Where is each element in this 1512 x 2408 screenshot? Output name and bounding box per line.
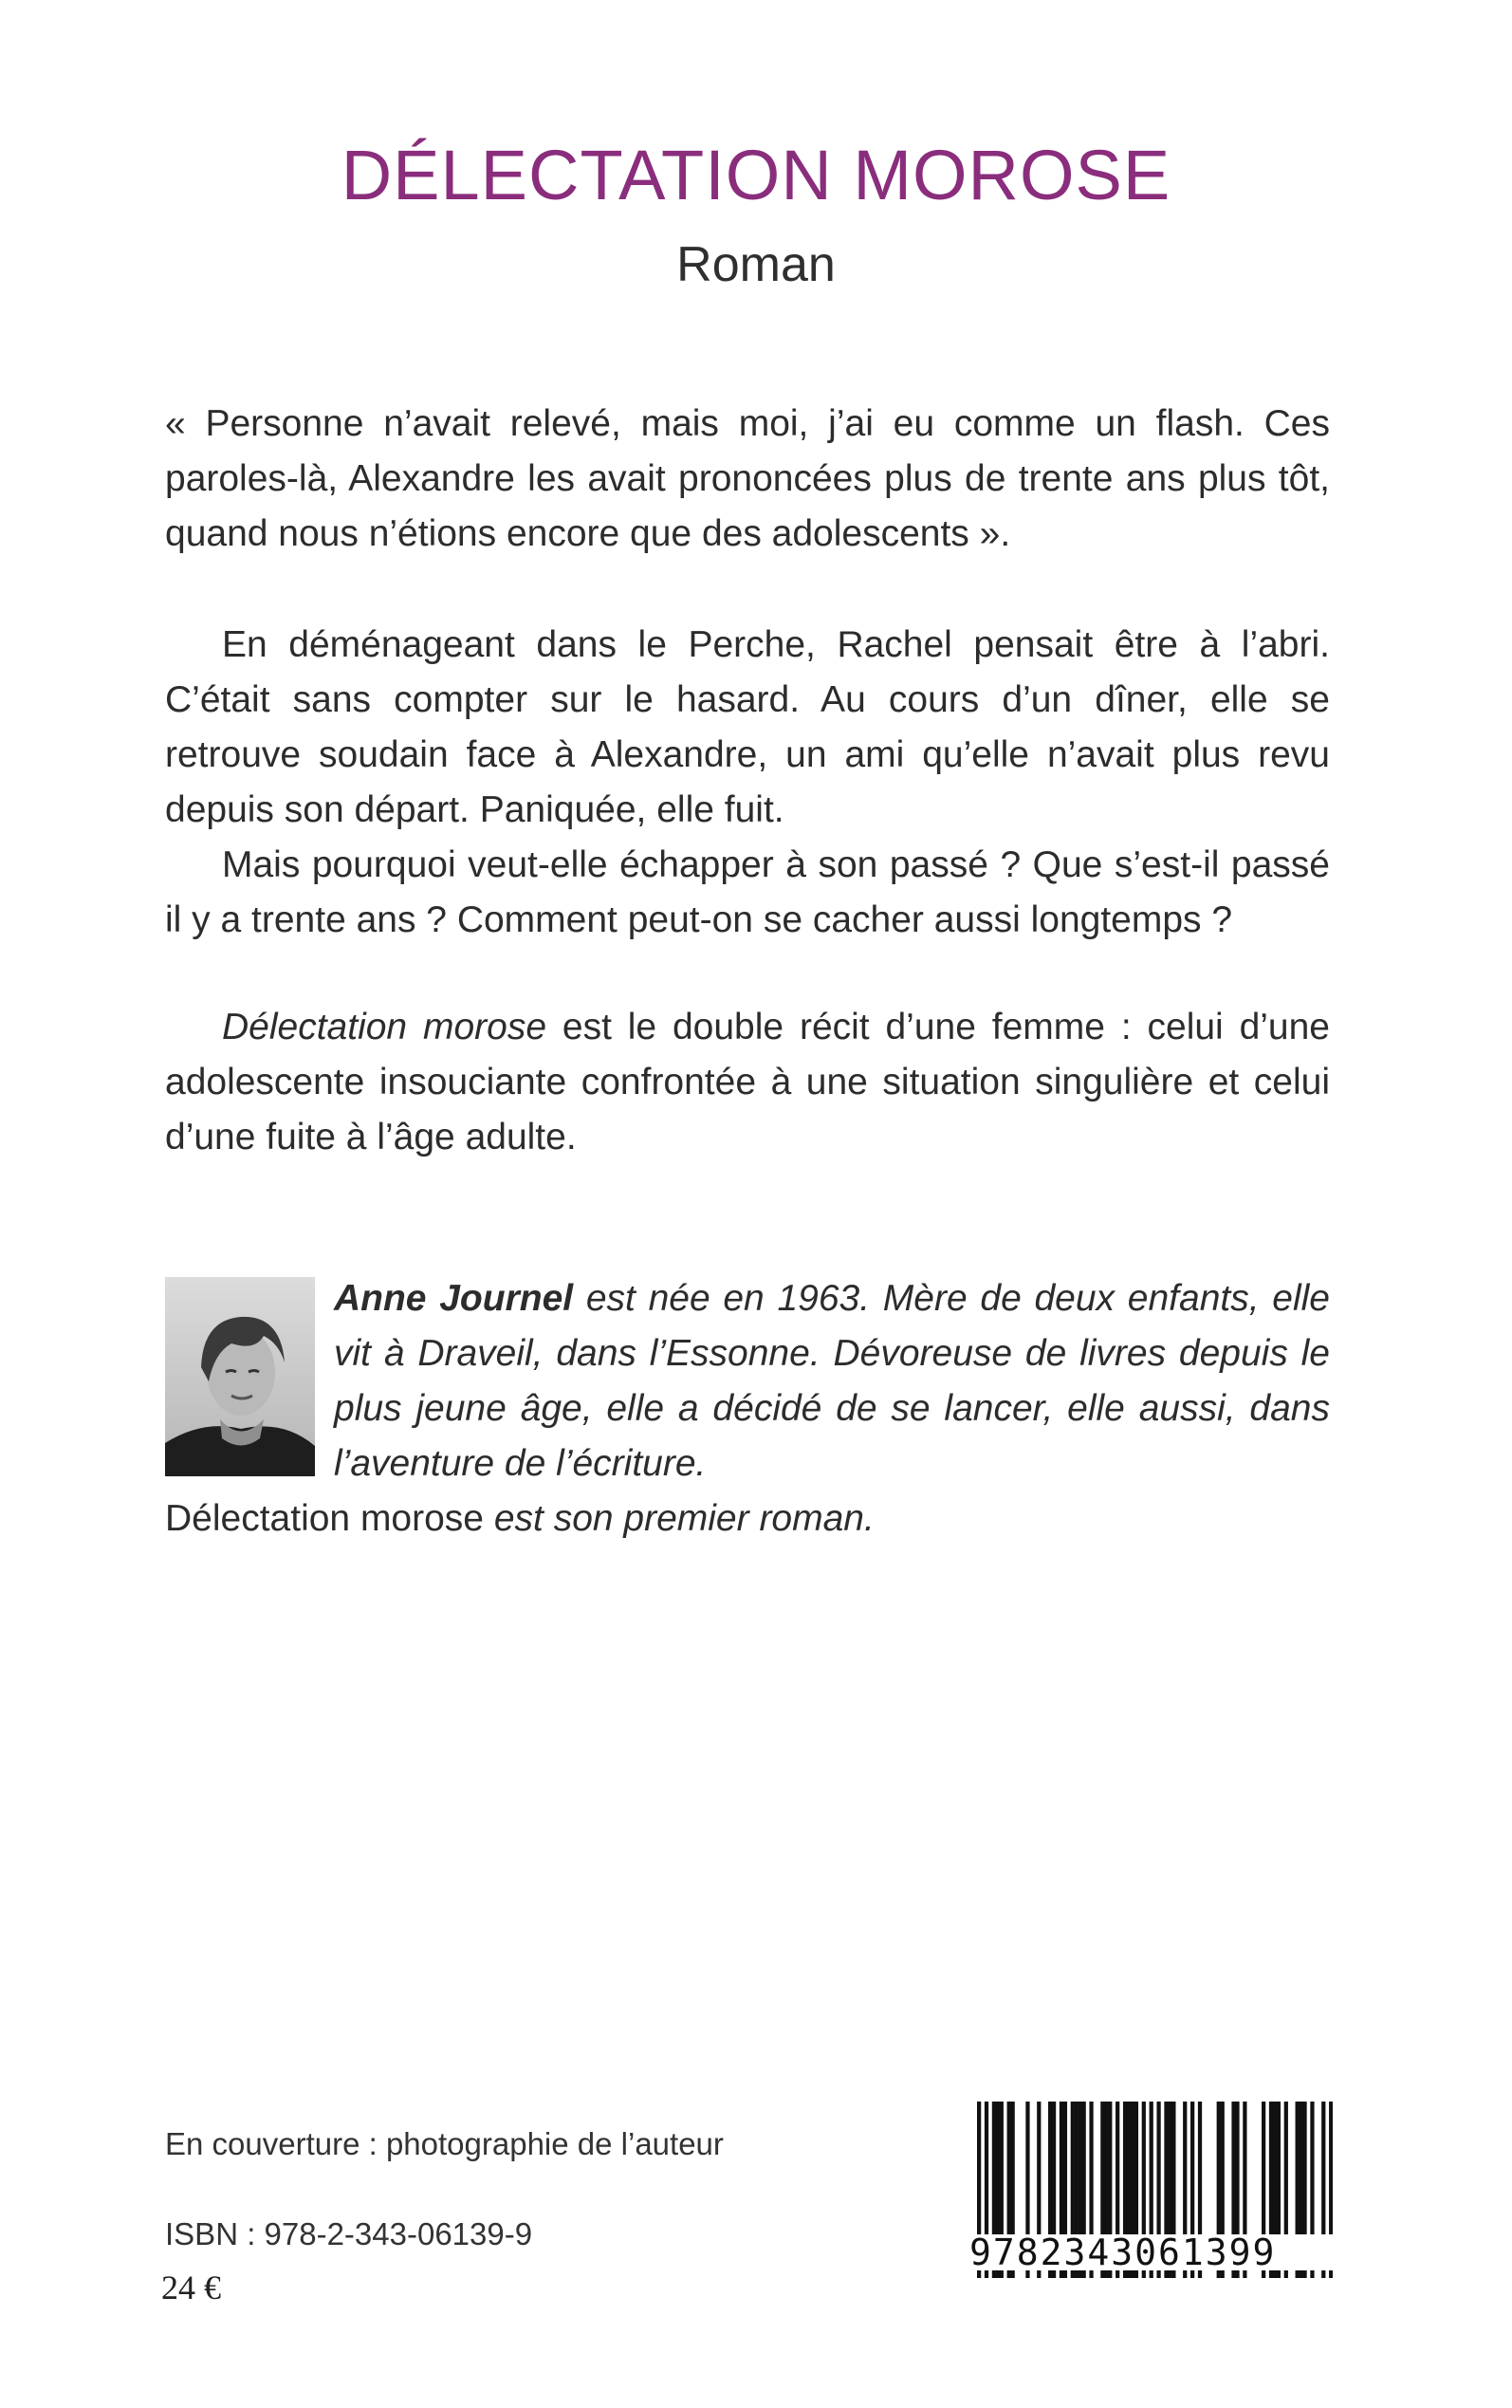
barcode-number: 9782343061399 <box>969 2234 1335 2270</box>
author-name: Anne Journel <box>334 1278 574 1319</box>
blurb-quote: « Personne n’avait relevé, mais moi, j’ai eu comme un flash. Ces paroles-là, Alexandre les avait prononcées plus de trente ans plus tôt, quand nous n’étions encore que des adolescents ». <box>165 403 1330 554</box>
blurb-paragraph-1: En déménageant dans le Perche, Rachel pensait être à l’abri. C’était sans compter sur le hasard. Au cours d’un dîner, elle se retrouve soudain face à Alexandre, un ami qu’elle n’avait plus revu depuis son départ. Paniquée, elle fuit. <box>165 624 1330 830</box>
cover-credit: En couverture : photographie de l’auteur <box>165 2126 724 2161</box>
author-bio-text: est née en 1963. Mère de deux enfants, elle vit à Draveil, dans l’Essonne. Dévoreuse de livres depuis le plus jeune âge, elle a décidé de se lancer, elle aussi, dans l’aventure de l’écriture. <box>334 1278 1330 1484</box>
isbn: ISBN : 978-2-343-06139-9 <box>165 2216 533 2251</box>
author-bio-end <box>165 1491 1330 1547</box>
blurb-paragraph-2: Mais pourquoi veut-elle échapper à son passé ? Que s’est-il passé il y a trente ans ? Comment peut-on se cacher aussi longtemps ? <box>165 844 1330 940</box>
author-photo <box>165 1277 315 1476</box>
author-portrait-image <box>165 1277 315 1476</box>
blurb-paragraph-3 <box>165 1000 1330 1165</box>
book-genre: Roman <box>676 237 836 292</box>
author-bio-end-text: est son premier roman. <box>484 1498 875 1539</box>
blurb-book-title: Délectation morose <box>222 1007 547 1047</box>
author-book-title: Délectation morose <box>165 1498 484 1539</box>
book-title: DÉLECTATION MOROSE <box>341 136 1171 214</box>
author-bio <box>334 1271 1330 1491</box>
price: 24 € <box>161 2269 221 2306</box>
blurb-paragraph-3-text: est le double récit d’une femme : celui d’une adolescente insouciante confrontée à une situation singulière et celui d’une fuite à l’âge adulte. <box>165 1007 1331 1158</box>
